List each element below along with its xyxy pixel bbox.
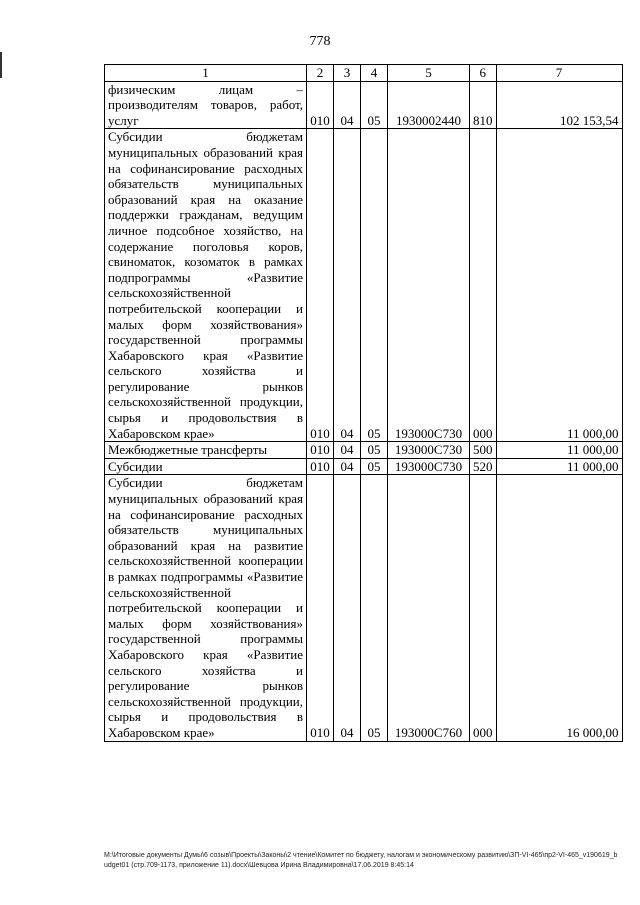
- row-amount: 102 153,54: [496, 81, 622, 129]
- page-number: 778: [309, 34, 331, 49]
- header-col-1: 1: [105, 65, 307, 82]
- header-col-2: 2: [307, 65, 334, 82]
- row-code-3: 04: [334, 458, 361, 475]
- row-amount: 16 000,00: [496, 475, 622, 741]
- row-code-2: 010: [307, 458, 334, 475]
- row-code-3: 04: [334, 81, 361, 129]
- table-header-row: [105, 65, 623, 82]
- table-row: [105, 458, 623, 475]
- row-name: Субсидии бюджетам муниципальных образований края на софинансирование расходных обязательств муниципальных образований края на развитие сельскохозяйственной кооперации в рамках подпрограммы «Развитие сельскохозяйственной потребительской кооперации и малых форм хозяйствования» государственной программы Хабаровского края «Развитие сельского хозяйства и регулирование рынков сельскохозяйственной продукции, сырья и продовольствия в Хабаровском крае»: [105, 475, 307, 741]
- row-name: физическим лицам – производителям товаров, работ, услуг: [105, 81, 307, 129]
- row-target-code: 193000С730: [388, 129, 470, 442]
- row-name: Субсидии бюджетам муниципальных образований края на софинансирование расходных обязательств муниципальных образований края на оказание поддержки гражданам, ведущим личное подсобное хозяйство, на содержание поголовья коров, свиноматок, козоматок в рамках подпрограммы «Развитие сельскохозяйственной потребительской кооперации и малых форм хозяйствования» государственной программы Хабаровского края «Развитие сельского хозяйства и регулирование рынков сельскохозяйственной продукции, сырья и продовольствия в Хабаровском крае»: [105, 129, 307, 442]
- row-expense-type: 810: [470, 81, 497, 129]
- row-code-4: 05: [361, 475, 388, 741]
- document-path-footer: M:\Итоговые документы Думы\6 созыв\Проекты\Законы\2 чтение\Комитет по бюджету, налогам и экономическому развитию\ЗП-VI-465\пр2-VI-465_v190619_budget01 (стр.709-1173, приложение 11).docx\Шевцова Ирина Владимировна\17.06.2019 8:45:14: [104, 852, 618, 869]
- row-code-2: 010: [307, 81, 334, 129]
- row-target-code: 1930002440: [388, 81, 470, 129]
- row-expense-type: 000: [470, 475, 497, 741]
- row-code-4: 05: [361, 129, 388, 442]
- row-code-3: 04: [334, 442, 361, 459]
- row-name: Межбюджетные трансферты: [105, 442, 307, 459]
- row-target-code: 193000С730: [388, 442, 470, 459]
- table-row: [105, 81, 623, 129]
- header-col-5: 5: [388, 65, 470, 82]
- header-col-4: 4: [361, 65, 388, 82]
- row-amount: 11 000,00: [496, 129, 622, 442]
- table-row: [105, 475, 623, 741]
- row-target-code: 193000С730: [388, 458, 470, 475]
- row-name: Субсидии: [105, 458, 307, 475]
- row-expense-type: 000: [470, 129, 497, 442]
- row-code-2: 010: [307, 442, 334, 459]
- row-expense-type: 500: [470, 442, 497, 459]
- header-col-6: 6: [470, 65, 497, 82]
- row-code-3: 04: [334, 475, 361, 741]
- row-amount: 11 000,00: [496, 458, 622, 475]
- row-code-4: 05: [361, 458, 388, 475]
- row-code-2: 010: [307, 475, 334, 741]
- row-code-2: 010: [307, 129, 334, 442]
- row-target-code: 193000С760: [388, 475, 470, 741]
- budget-table: [104, 64, 623, 742]
- header-col-7: 7: [496, 65, 622, 82]
- header-col-3: 3: [334, 65, 361, 82]
- row-expense-type: 520: [470, 458, 497, 475]
- table-row: [105, 129, 623, 442]
- left-edge-mark: [0, 52, 2, 78]
- table-row: [105, 442, 623, 459]
- row-code-4: 05: [361, 81, 388, 129]
- row-amount: 11 000,00: [496, 442, 622, 459]
- row-code-3: 04: [334, 129, 361, 442]
- row-code-4: 05: [361, 442, 388, 459]
